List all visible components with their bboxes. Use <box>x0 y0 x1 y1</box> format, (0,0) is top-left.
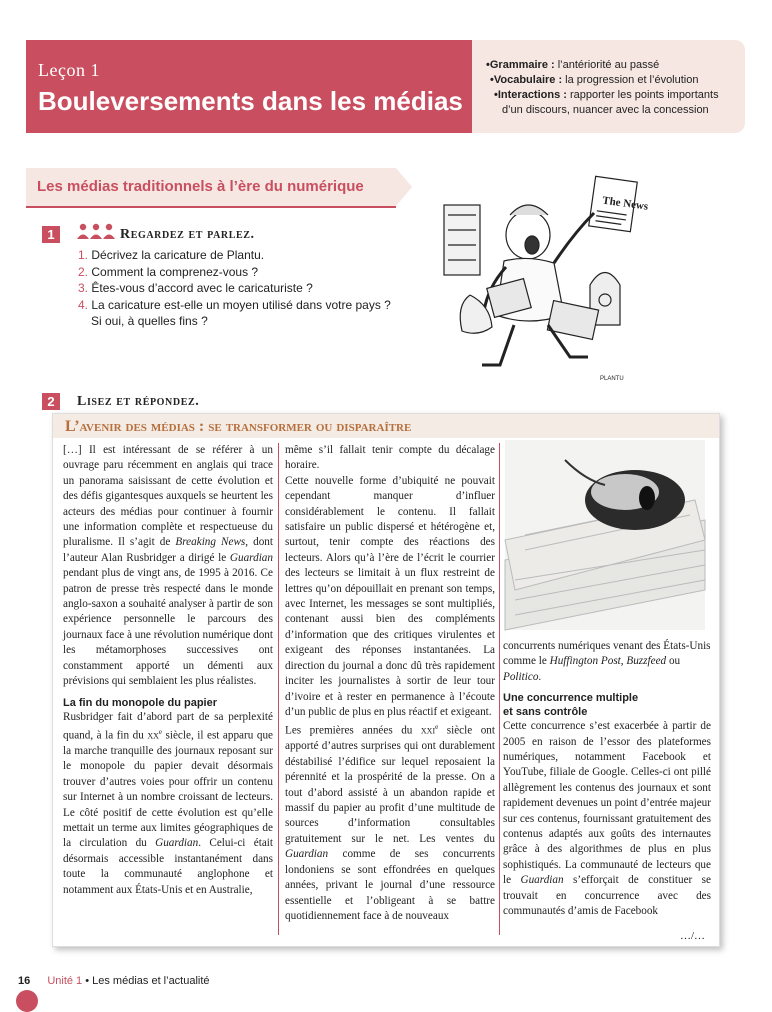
objective-interactions-cont: d’un discours, nuancer avec la concession <box>502 104 709 116</box>
objective-grammar: • Grammaire : l’antériorité au passé <box>486 58 739 73</box>
column-rule <box>278 443 279 935</box>
continued-mark: …/… <box>679 930 705 942</box>
footer-bullet: • <box>82 975 93 987</box>
exercise-2-title: Lisez et répondez. <box>77 394 200 409</box>
article-subheading: La fin du monopole du papier <box>63 696 217 709</box>
section-divider <box>26 206 396 208</box>
lesson-banner <box>26 40 472 133</box>
mouse-newspapers-photo <box>505 440 705 630</box>
unit-label: Unité 1 <box>47 975 83 987</box>
article-paragraph: Les premières années du xxi$^e$ siècle ont apporté d’autres surprises qui ont durablement déstabilisé l’édifice sur lequel reposaient la pérennité et la prospérité de la presse. On a tout d’abord assisté à un abandon rapide et massif du papier au profit d’une multitude de sources d’information consultables gratuitement sur le net. Les ventes du Guardian comme de ses concurrents londoniens se sont effondrées en quelques années, privant le journal d’une ressource essentielle et l’obligeant à se battre quotidiennement face à de nouveaux <box>285 723 496 922</box>
exercise-1-title: Regardez et parlez. <box>120 227 255 242</box>
article-paragraph: Cette concurrence s’est exacerbée à partir de 2005 en raison de l’essor des plateformes numériques, notamment Facebook et YouTube, filiale de Google. Celles-ci ont pillé allègrement les contenus des journaux et sont rapidement devenues un point d’entrée majeur sur ces contenus, fournissant gratuitement des contenus adaptés aux goûts des internautes grâce à des algorithmes de plus en plus sophistiqués. La communauté de lecteurs que le Guardian s’efforçait de constituer se trouvait en concurrence avec des communautés d’amis de Facebook <box>503 720 711 918</box>
page-footer <box>18 975 210 987</box>
section-title: Les médias traditionnels à l’ère du numérique <box>37 178 364 195</box>
cartoon-signature: PLANTU <box>600 376 624 382</box>
question-3: 3. Êtes-vous d’accord avec le caricaturiste ? <box>78 281 313 295</box>
article-paragraph: même s’il fallait tenir compte du décalage horaire. <box>285 444 495 472</box>
objective-interactions: • Interactions : rapporter les points importants <box>486 88 739 103</box>
lesson-number: Leçon 1 <box>38 60 100 80</box>
article-paragraph: […] Il est intéressant de se référer à un ouvrage paru récemment en anglais qui trace un panorama saisissant de cette évolution et des défis gigantesques auxquels se heurtent les acteurs des médias pour continuer à fournir une information complète et respectueuse du pluralisme. Il s’agit de Breaking News, dont l’auteur Alan Rusbridger a dirigé le Guardian pendant plus de vingt ans, de 1995 à 2016. Ce patron de presse très respecté dans le monde anglo-saxon a souhaité analyser à partir de son expérience personnelle le parcours des journaux face à une révolution numérique dont les métamorphoses successives ont constamment apporté un démenti aux prévisions qui semblaient les plus réalistes. <box>63 444 274 688</box>
article-paragraph: concurrents numériques venant des États-Unis comme le Huffington Post, Buzzfeed ou Politico. <box>503 640 711 683</box>
objective-vocabulary: • Vocabulaire : la progression et l’évolution <box>486 73 739 88</box>
group-people-icon <box>76 222 116 244</box>
exercise-1-number: 1 <box>42 226 60 243</box>
article-paragraph: Cette nouvelle forme d’ubiquité ne pouvait cependant manquer d’influer considérablement le contenu. Il fallait satisfaire un public dispersé et hétérogène et, surtout, tenir compte des réactions des lecteurs. Alors qu’à l’ère de l’écrit le courrier des lecteurs se limitait à un flux restreint de lettres qu’on dépouillait en prenant son temps, avec Internet, les messages se sont multipliés, contenant aussi bien des compléments d’information que des critiques virulentes et exigeant des réponses instantanées. La direction du journal a donc dû très rapidement inciter les journalistes à sortir de leur tour d’ivoire et à rester en permanence à l’écoute d’un public de plus en plus réactif et exigeant. <box>285 474 495 718</box>
article-column-2 <box>285 443 495 924</box>
question-1: 1. Décrivez la caricature de Plantu. <box>78 248 265 262</box>
article-box <box>52 413 720 947</box>
question-2: 2. Comment la comprenez-vous ? <box>78 264 259 279</box>
article-paragraph: Rusbridger fait d’abord part de sa perplexité quand, à la fin du $xx^e$ siècle, il est apparu que la marche tranquille des journaux reposant sur le monopole du papier devait désormais trouver d’autres voies pour offrir un contenu sur Internet à un nombre croissant de lecteurs. Le côté positif de cette évolution est qu’elle mettait un terme aux limites géographiques de la circulation du Guardian. Celui-ci était désormais accessible instantanément dans toute la communauté anglophone et notamment aux États-Unis et en Australie, <box>63 710 273 896</box>
article-title: L’avenir des médias : se transformer ou disparaître <box>65 418 412 435</box>
section-heading <box>26 168 396 206</box>
question-4: 4. La caricature est-elle un moyen utilisé dans votre pays ? <box>78 297 391 312</box>
exercise-2-number: 2 <box>42 393 60 410</box>
article-column-3 <box>503 639 711 920</box>
exercise-1-questions <box>78 247 408 330</box>
column-rule <box>499 443 500 935</box>
cartoon-newspaper-label: The News <box>601 194 649 213</box>
article-subheading: Une concurrence multiple et sans contrôle <box>503 692 639 719</box>
question-4-cont: Si oui, à quelles fins ? <box>91 314 208 328</box>
page-number: 16 <box>18 975 31 987</box>
article-column-1 <box>63 443 273 898</box>
page-tab-marker <box>16 990 38 1012</box>
lesson-title: Bouleversements dans les médias <box>38 86 463 116</box>
article-header <box>53 414 719 438</box>
plantu-cartoon <box>440 175 649 385</box>
unit-topic: Les médias et l’actualité <box>92 975 210 987</box>
lesson-objectives <box>472 40 745 133</box>
